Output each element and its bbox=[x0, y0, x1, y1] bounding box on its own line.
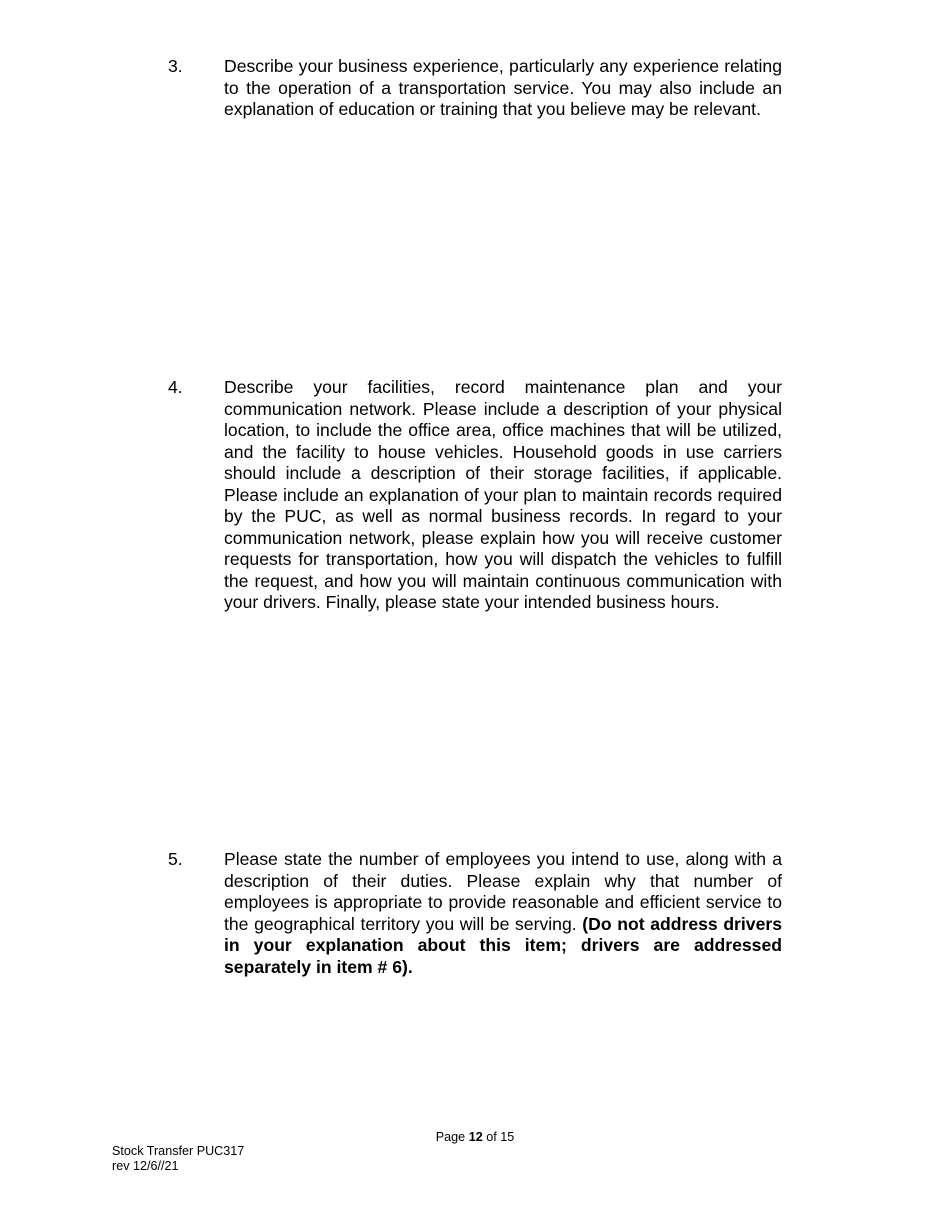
question-number: 3. bbox=[168, 56, 183, 76]
page-number bbox=[0, 1130, 950, 1145]
question-3 bbox=[168, 56, 784, 121]
question-number: 4. bbox=[168, 377, 183, 397]
form-footer bbox=[112, 1144, 244, 1174]
question-4 bbox=[168, 377, 784, 614]
question-number: 5. bbox=[168, 849, 183, 869]
question-text: Describe your facilities, record maintenance plan and your communication network. Please include a description of your physical location, to include the office area, office machines that will be utilized, and the facility to house vehicles. Household goods in use carriers should include a description of their storage facilities, if applicable. Please include an explanation of your plan to maintain records required by the PUC, as well as normal business records. In regard to your communication network, please explain how you will receive customer requests for transportation, how you will dispatch the vehicles to fulfill the request, and how you will maintain continuous communication with your drivers. Finally, please state your intended business hours. bbox=[224, 377, 782, 612]
page-prefix: Page bbox=[435, 1130, 469, 1144]
question-5 bbox=[168, 849, 784, 978]
question-text-bold-note: (Do not address drivers in your explanation about this item; drivers are addressed separately in item # 6). bbox=[224, 913, 782, 977]
page-current: 12 bbox=[468, 1130, 483, 1144]
question-text: Describe your business experience, particularly any experience relating to the operation of a transportation service. You may also include an explanation of education or training that you believe may be relevant. bbox=[224, 56, 782, 119]
form-revision: rev 12/6//21 bbox=[112, 1159, 179, 1173]
question-text bbox=[224, 849, 782, 978]
form-name: Stock Transfer PUC317 bbox=[112, 1144, 245, 1158]
page-middle: of bbox=[482, 1130, 501, 1144]
page-total: 15 bbox=[500, 1130, 515, 1144]
question-text-regular: Please state the number of employees you intend to use, along with a description of their duties. Please explain why that number of employees is appropriate to provide reasonable and efficient service to the geographical territory you will be serving. bbox=[224, 849, 782, 934]
